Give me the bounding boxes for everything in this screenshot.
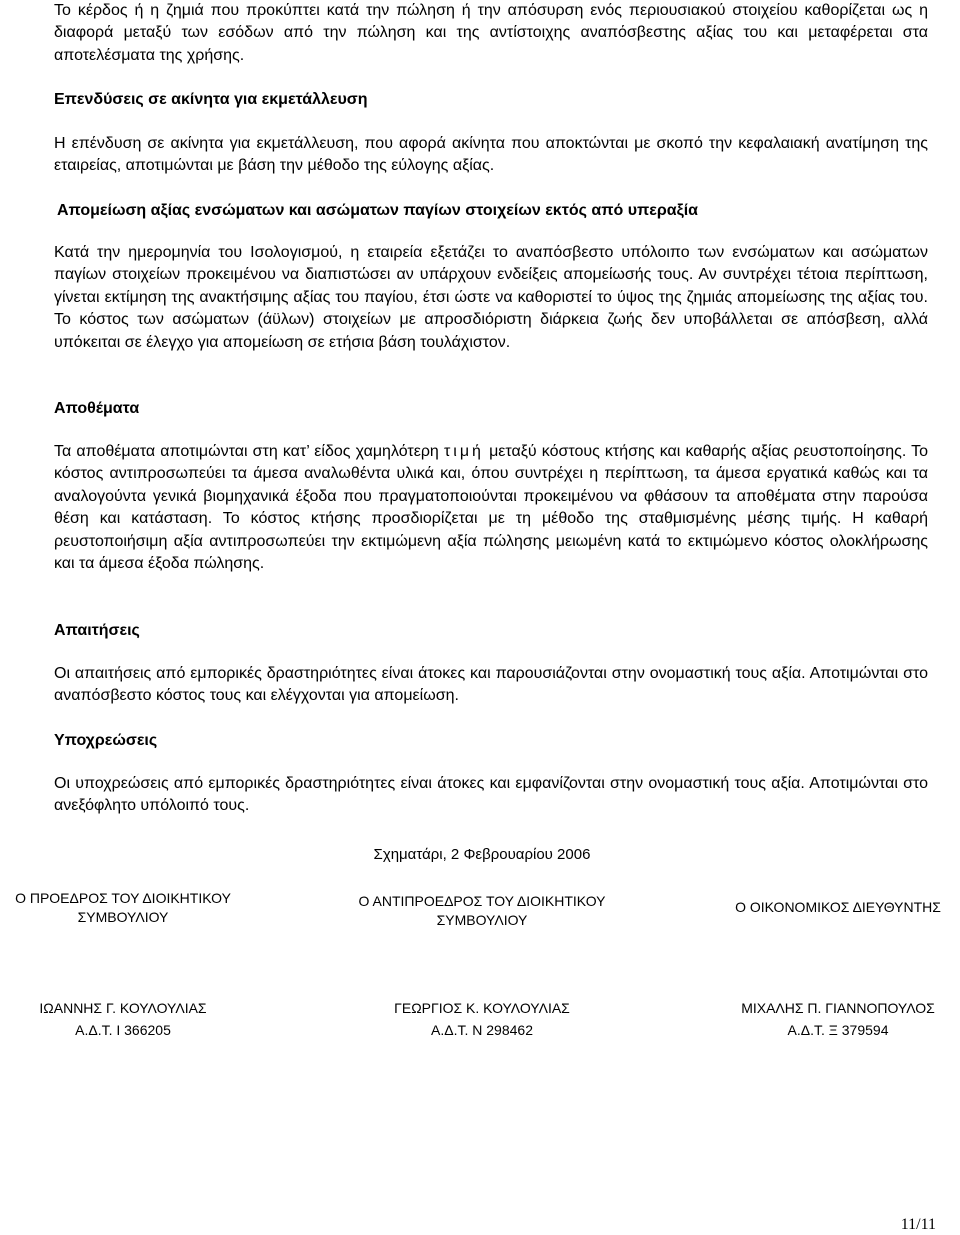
page-number: 11/11 bbox=[900, 1216, 936, 1233]
place-date: Σχηματάρι, 2 Φεβρουαρίου 2006 bbox=[373, 846, 591, 863]
section-text-liabilities: Οι υποχρεώσεις από εμπορικές δραστηριότητες είναι άτοκες και εμφανίζονται στην ονομαστική τους αξία. Αποτιμώνται στο ανεξόφλητο υπόλοιπό τους. bbox=[54, 775, 928, 815]
section-text-receivables: Οι απαιτήσεις από εμπορικές δραστηριότητες είναι άτοκες και παρουσιάζονται στην ονομαστική τους αξία. Αποτιμώνται στο αναπόσβεστο κόστος τους και ελέγχονται για απομείωση. bbox=[54, 665, 928, 705]
signatory-2-name: ΓΕΩΡΓΙΟΣ Κ. ΚΟΥΛΟΥΛΙΑΣ bbox=[394, 1000, 570, 1016]
signatory-3-role-line1: Ο ΟΙΚΟΝΟΜΙΚΟΣ ΔΙΕΥΘΥΝΤΗΣ bbox=[735, 899, 941, 915]
signatory-3-role bbox=[716, 898, 960, 917]
signatory-1-id: Α.Δ.Τ. Ι 366205 bbox=[75, 1022, 171, 1038]
inventories-text-spaced-word: τιμή bbox=[443, 443, 484, 460]
signatory-1-role bbox=[0, 889, 246, 927]
section-text-investment-property: Η επένδυση σε ακίνητα για εκμετάλλευση, που αφορά ακίνητα που αποκτώνται με σκοπό την κεφαλαιακή ανατίμηση της εταιρείας, αποτιμώνται με βάση την μέθοδο της εύλογης αξίας. bbox=[54, 135, 928, 175]
inventories-text-part2: μεταξύ κόστους κτήσης και καθαρής αξίας ρευστοποίησης. Το κόστος αντιπροσωπεύει τα άμεσα αναλωθέντα υλικά και, όπου συντρέχει η περίπτωση, τα άμεσα εργατικά καθώς και τα αναλογούντα γενικά βιομηχανικά έξοδα που πραγματοποιούνται προκειμένου να φθάσουν τα αποθέματα στην παρούσα θέση και κατάσταση. Το κόστος κτήσης προσδιορίζεται με τη μέθοδο της σταθμισμένης μέσης τιμής. Η καθαρή ρευστοποιήσιμη αξία αντιπροσωπεύει την εκτιμώμενη αξία πώλησης μειωμένη κατά το εκτιμώμενο κόστος ολοκλήρωσης και τα άμεσα έξοδα πώλησης. bbox=[54, 443, 929, 573]
signatory-2-role bbox=[330, 892, 634, 930]
signatory-3-name: ΜΙΧΑΛΗΣ Π. ΓΙΑΝΝΟΠΟΥΛΟΣ bbox=[741, 1000, 935, 1016]
signatory-2-id: Α.Δ.Τ. Ν 298462 bbox=[431, 1022, 533, 1038]
signatory-2-role-line2: ΣΥΜΒΟΥΛΙΟΥ bbox=[436, 912, 528, 928]
section-heading-liabilities: Υποχρεώσεις bbox=[54, 732, 158, 749]
section-heading-inventories: Αποθέματα bbox=[54, 400, 140, 417]
section-heading-impairment: Απομείωση αξίας ενσώματων και ασώματων παγίων στοιχείων εκτός από υπεραξία bbox=[57, 202, 698, 219]
signatory-1-role-line2: ΣΥΜΒΟΥΛΙΟΥ bbox=[77, 909, 169, 925]
signatory-1-name: ΙΩΑΝΝΗΣ Γ. ΚΟΥΛΟΥΛΙΑΣ bbox=[39, 1000, 207, 1016]
signatory-3-id: Α.Δ.Τ. Ξ 379594 bbox=[787, 1022, 889, 1038]
section-heading-investment-property: Επενδύσεις σε ακίνητα για εκμετάλλευση bbox=[54, 91, 368, 108]
signatory-2-role-line1: Ο ΑΝΤΙΠΡΟΕΔΡΟΣ ΤΟΥ ΔΙΟΙΚΗΤΙΚΟΥ bbox=[358, 893, 606, 909]
section-heading-receivables: Απαιτήσεις bbox=[54, 622, 140, 639]
signatory-1-role-line1: Ο ΠΡΟΕΔΡΟΣ ΤΟΥ ΔΙΟΙΚΗΤΙΚΟΥ bbox=[15, 890, 231, 906]
intro-paragraph: Το κέρδος ή η ζημιά που προκύπτει κατά την πώληση ή την απόσυρση ενός περιουσιακού στοιχείου καθορίζεται ως η διαφορά μεταξύ των εσόδων από την πώληση και της αντίστοιχης αναπόσβεστης αξίας του και μεταφέρεται στα αποτελέσματα της χρήσης. bbox=[54, 2, 928, 64]
section-text-impairment: Κατά την ημερομηνία του Ισολογισμού, η εταιρεία εξετάζει το αναπόσβεστο υπόλοιπο των ενσώματων και ασώματων παγίων στοιχείων προκειμένου να διαπιστώσει αν υπάρχουν ενδείξεις απομείωσής τους. Αν συντρέχει τέτοια περίπτωση, γίνεται εκτίμηση της ανακτήσιμης αξίας του παγίου, έτσι ώστε να καθοριστεί το ύψος της ζημιάς απομείωσης της αξίας του. Το κόστος των ασώματων (άϋλων) στοιχείων με απροσδιόριστη διάρκεια ζωής δεν υποβάλλεται σε απόσβεση, αλλά υπόκειται σε έλεγχο για απομείωση σε ετήσια βάση τουλάχιστον. bbox=[54, 244, 928, 351]
inventories-text-part1: Τα αποθέματα αποτιμώνται στη κατ’ είδος χαμηλότερη bbox=[54, 443, 444, 460]
section-text-inventories bbox=[54, 441, 928, 575]
